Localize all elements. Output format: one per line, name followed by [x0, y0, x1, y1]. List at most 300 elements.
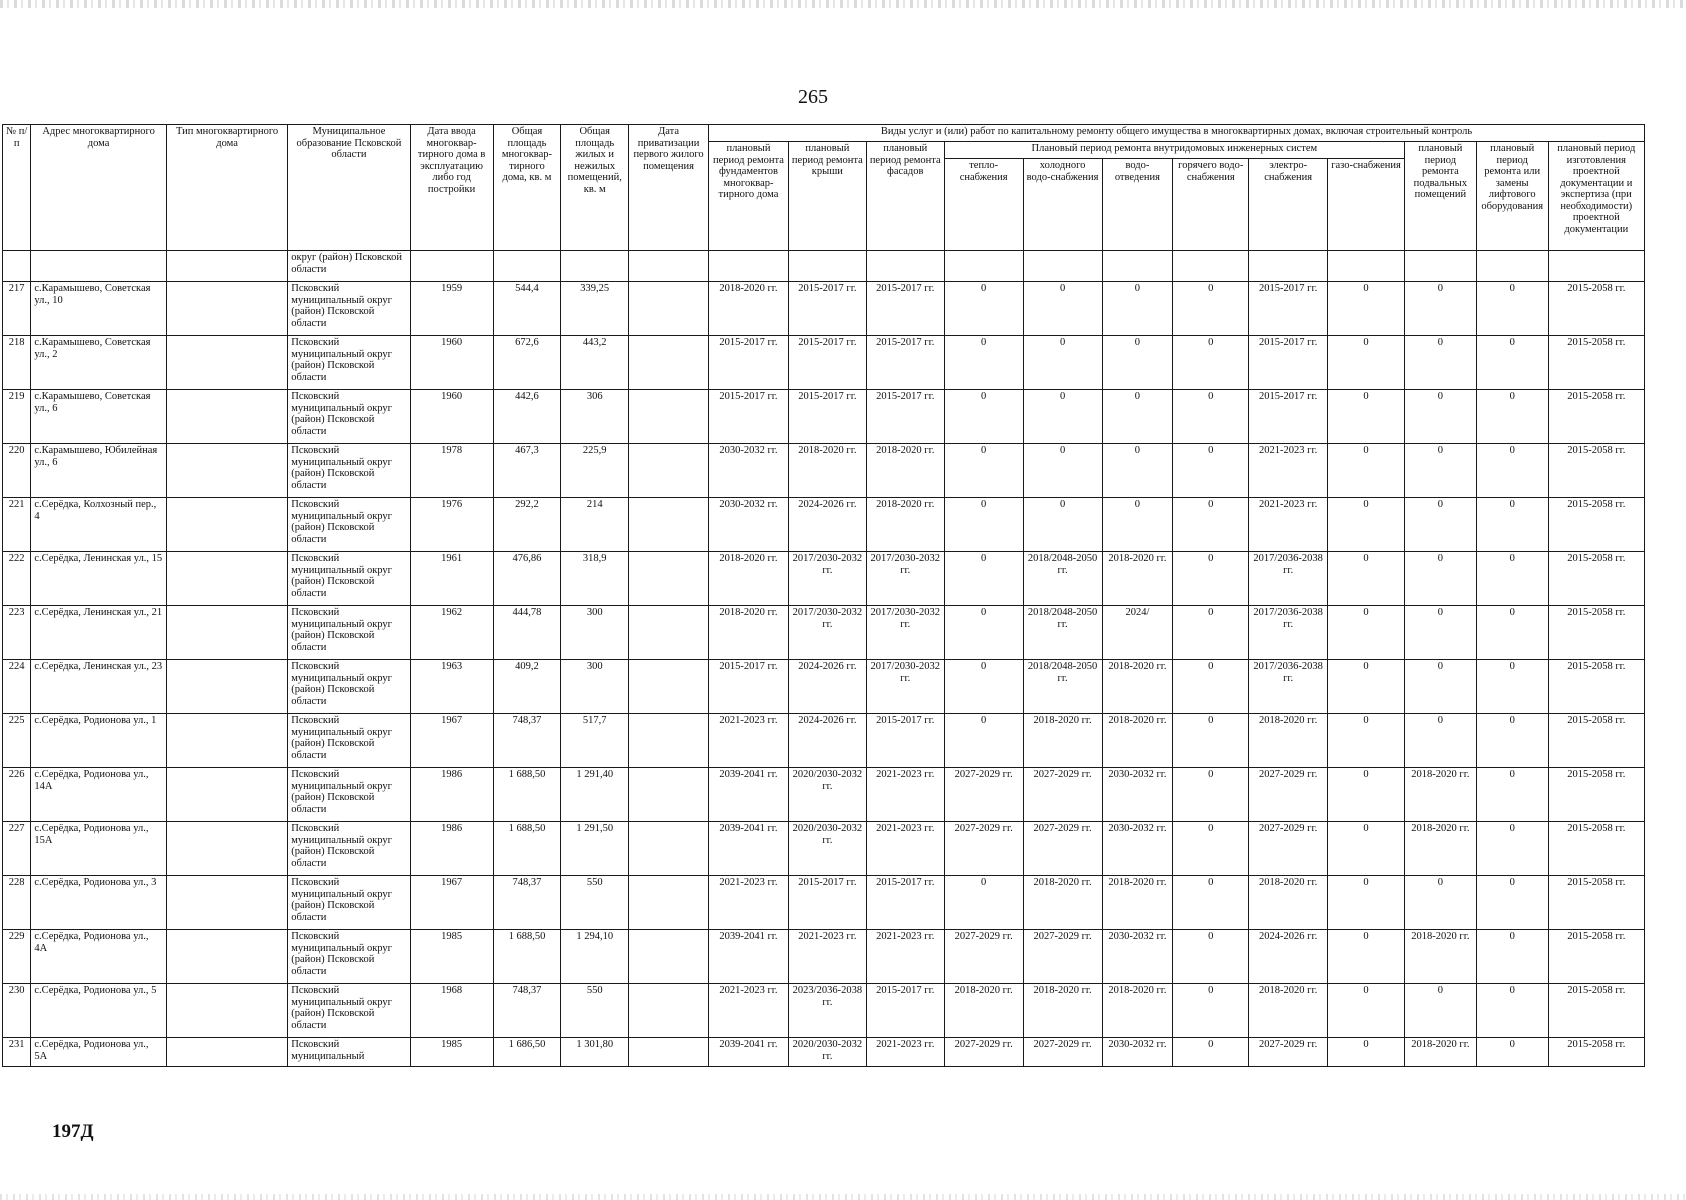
address-cell: с.Серёдка, Родионова ул., 5А	[31, 1038, 167, 1067]
design-cell: 2015-2058 гг.	[1548, 1038, 1644, 1067]
electric-cell: 2017/2036-2038 гг.	[1249, 552, 1328, 606]
roof-cell: 2023/2036-2038 гг.	[788, 984, 866, 1038]
header-total-area: Общая площадь многоквар-тирного дома, кв. м	[493, 125, 561, 251]
design-cell: 2015-2058 гг.	[1548, 768, 1644, 822]
privatization-cell	[629, 984, 709, 1038]
cell	[166, 251, 287, 282]
privatization-cell	[629, 1038, 709, 1067]
row-number-cell: 227	[3, 822, 31, 876]
electric-cell: 2027-2029 гг.	[1249, 768, 1328, 822]
cell	[1404, 251, 1476, 282]
cell	[1173, 251, 1249, 282]
privatization-cell	[629, 660, 709, 714]
roof-cell: 2024-2026 гг.	[788, 498, 866, 552]
header-municipality: Муниципальное образование Псковской области	[288, 125, 410, 251]
gas-cell: 0	[1328, 714, 1405, 768]
cell	[1476, 251, 1548, 282]
municipality-cell: Псковский муниципальный округ (район) Псковской области	[288, 876, 410, 930]
privatization-cell	[629, 444, 709, 498]
sewerage-cell: 2018-2020 гг.	[1102, 984, 1173, 1038]
header-foundation: плановый период ремонта фундаментов многоквар-тирного дома	[709, 142, 789, 251]
table-row	[3, 1038, 1645, 1067]
total-area-cell: 442,6	[493, 390, 561, 444]
table-row	[3, 498, 1645, 552]
heat-cell: 0	[944, 660, 1023, 714]
municipality-cell: Псковский муниципальный округ (район) Псковской области	[288, 552, 410, 606]
premises-area-cell: 1 301,80	[561, 1038, 629, 1067]
cold-water-cell: 2027-2029 гг.	[1023, 1038, 1102, 1067]
table-row	[3, 390, 1645, 444]
facade-cell: 2018-2020 гг.	[866, 444, 944, 498]
total-area-cell: 1 688,50	[493, 930, 561, 984]
premises-area-cell: 1 291,40	[561, 768, 629, 822]
facade-cell: 2015-2017 гг.	[866, 984, 944, 1038]
design-cell: 2015-2058 гг.	[1548, 876, 1644, 930]
cell	[1328, 251, 1405, 282]
premises-area-cell: 550	[561, 984, 629, 1038]
gas-cell: 0	[1328, 336, 1405, 390]
table-row	[3, 714, 1645, 768]
type-cell	[166, 390, 287, 444]
hot-water-cell: 0	[1173, 768, 1249, 822]
basement-cell: 0	[1404, 660, 1476, 714]
total-area-cell: 748,37	[493, 984, 561, 1038]
roof-cell: 2020/2030-2032 гг.	[788, 1038, 866, 1067]
cold-water-cell: 2027-2029 гг.	[1023, 930, 1102, 984]
address-cell: с.Карамышево, Советская ул., 10	[31, 282, 167, 336]
design-cell: 2015-2058 гг.	[1548, 714, 1644, 768]
cell	[709, 251, 789, 282]
roof-cell: 2017/2030-2032 гг.	[788, 552, 866, 606]
privatization-cell	[629, 336, 709, 390]
header-facade: плановый период ремонта фасадов	[866, 142, 944, 251]
header-electric: электро-снабжения	[1249, 159, 1328, 251]
privatization-cell	[629, 390, 709, 444]
address-cell: с.Серёдка, Ленинская ул., 23	[31, 660, 167, 714]
basement-cell: 0	[1404, 444, 1476, 498]
heat-cell: 0	[944, 876, 1023, 930]
municipality-cell: Псковский муниципальный округ (район) Псковской области	[288, 444, 410, 498]
electric-cell: 2015-2017 гг.	[1249, 282, 1328, 336]
gas-cell: 0	[1328, 282, 1405, 336]
facade-cell: 2017/2030-2032 гг.	[866, 552, 944, 606]
facade-cell: 2021-2023 гг.	[866, 768, 944, 822]
year-cell: 1985	[410, 930, 493, 984]
row-number-cell: 225	[3, 714, 31, 768]
year-cell: 1963	[410, 660, 493, 714]
continuation-row	[3, 251, 1645, 282]
elevator-cell: 0	[1476, 552, 1548, 606]
electric-cell: 2017/2036-2038 гг.	[1249, 606, 1328, 660]
municipality-cell: Псковский муниципальный округ (район) Псковской области	[288, 984, 410, 1038]
foundation-cell: 2015-2017 гг.	[709, 390, 789, 444]
gas-cell: 0	[1328, 606, 1405, 660]
foundation-cell: 2039-2041 гг.	[709, 822, 789, 876]
design-cell: 2015-2058 гг.	[1548, 930, 1644, 984]
header-design: плановый период изготовления проектной документации и экспертиза (при необходимости) проектной документации	[1548, 142, 1644, 251]
gas-cell: 0	[1328, 660, 1405, 714]
sewerage-cell: 0	[1102, 390, 1173, 444]
municipality-cell: Псковский муниципальный округ (район) Псковской области	[288, 930, 410, 984]
basement-cell: 0	[1404, 714, 1476, 768]
cold-water-cell: 2027-2029 гг.	[1023, 822, 1102, 876]
header-roof: плановый период ремонта крыши	[788, 142, 866, 251]
sewerage-cell: 0	[1102, 444, 1173, 498]
foundation-cell: 2030-2032 гг.	[709, 444, 789, 498]
address-cell: с.Серёдка, Родионова ул., 1	[31, 714, 167, 768]
address-cell: с.Серёдка, Колхозный пер., 4	[31, 498, 167, 552]
year-cell: 1978	[410, 444, 493, 498]
cell	[493, 251, 561, 282]
elevator-cell: 0	[1476, 1038, 1548, 1067]
privatization-cell	[629, 768, 709, 822]
header-heat: тепло-снабжения	[944, 159, 1023, 251]
type-cell	[166, 1038, 287, 1067]
municipality-cell: Псковский муниципальный округ (район) Псковской области	[288, 498, 410, 552]
foundation-cell: 2018-2020 гг.	[709, 606, 789, 660]
table-row	[3, 768, 1645, 822]
row-number-cell: 222	[3, 552, 31, 606]
year-cell: 1985	[410, 1038, 493, 1067]
premises-area-cell: 517,7	[561, 714, 629, 768]
premises-area-cell: 300	[561, 660, 629, 714]
table-body	[3, 251, 1645, 1067]
design-cell: 2015-2058 гг.	[1548, 444, 1644, 498]
row-number-cell: 224	[3, 660, 31, 714]
sewerage-cell: 2030-2032 гг.	[1102, 768, 1173, 822]
electric-cell: 2021-2023 гг.	[1249, 498, 1328, 552]
basement-cell: 2018-2020 гг.	[1404, 768, 1476, 822]
address-cell: с.Серёдка, Родионова ул., 4А	[31, 930, 167, 984]
electric-cell: 2015-2017 гг.	[1249, 336, 1328, 390]
hot-water-cell: 0	[1173, 660, 1249, 714]
hot-water-cell: 0	[1173, 876, 1249, 930]
page-number: 265	[798, 86, 828, 108]
row-number-cell: 230	[3, 984, 31, 1038]
heat-cell: 0	[944, 282, 1023, 336]
header-commission-date: Дата ввода многоквар-тирного дома в эксплуатацию либо год постройки	[410, 125, 493, 251]
row-number-cell: 219	[3, 390, 31, 444]
table-row	[3, 282, 1645, 336]
hot-water-cell: 0	[1173, 606, 1249, 660]
basement-cell: 0	[1404, 282, 1476, 336]
privatization-cell	[629, 282, 709, 336]
footer-code: 197Д	[52, 1121, 94, 1142]
premises-area-cell: 339,25	[561, 282, 629, 336]
gas-cell: 0	[1328, 498, 1405, 552]
cold-water-cell: 2027-2029 гг.	[1023, 768, 1102, 822]
municipality-cell: Псковский муниципальный округ (район) Псковской области	[288, 606, 410, 660]
roof-cell: 2024-2026 гг.	[788, 660, 866, 714]
elevator-cell: 0	[1476, 390, 1548, 444]
row-number-cell: 218	[3, 336, 31, 390]
gas-cell: 0	[1328, 984, 1405, 1038]
gas-cell: 0	[1328, 876, 1405, 930]
foundation-cell: 2018-2020 гг.	[709, 282, 789, 336]
foundation-cell: 2039-2041 гг.	[709, 1038, 789, 1067]
cell	[1102, 251, 1173, 282]
hot-water-cell: 0	[1173, 822, 1249, 876]
cold-water-cell: 2018/2048-2050 гг.	[1023, 660, 1102, 714]
hot-water-cell: 0	[1173, 714, 1249, 768]
total-area-cell: 467,3	[493, 444, 561, 498]
address-cell: с.Карамышево, Советская ул., 2	[31, 336, 167, 390]
elevator-cell: 0	[1476, 714, 1548, 768]
premises-area-cell: 1 291,50	[561, 822, 629, 876]
hot-water-cell: 0	[1173, 930, 1249, 984]
address-cell: с.Серёдка, Родионова ул., 15А	[31, 822, 167, 876]
row-number-cell: 221	[3, 498, 31, 552]
basement-cell: 0	[1404, 984, 1476, 1038]
foundation-cell: 2030-2032 гг.	[709, 498, 789, 552]
roof-cell: 2018-2020 гг.	[788, 444, 866, 498]
row-number-cell: 223	[3, 606, 31, 660]
year-cell: 1960	[410, 390, 493, 444]
roof-cell: 2020/2030-2032 гг.	[788, 768, 866, 822]
scan-edge-top	[0, 0, 1686, 8]
table-row	[3, 930, 1645, 984]
type-cell	[166, 606, 287, 660]
elevator-cell: 0	[1476, 336, 1548, 390]
electric-cell: 2021-2023 гг.	[1249, 444, 1328, 498]
address-cell: с.Серёдка, Ленинская ул., 15	[31, 552, 167, 606]
gas-cell: 0	[1328, 822, 1405, 876]
design-cell: 2015-2058 гг.	[1548, 282, 1644, 336]
table-row	[3, 822, 1645, 876]
roof-cell: 2024-2026 гг.	[788, 714, 866, 768]
foundation-cell: 2039-2041 гг.	[709, 930, 789, 984]
design-cell: 2015-2058 гг.	[1548, 984, 1644, 1038]
roof-cell: 2021-2023 гг.	[788, 930, 866, 984]
cell	[788, 251, 866, 282]
electric-cell: 2015-2017 гг.	[1249, 390, 1328, 444]
hot-water-cell: 0	[1173, 1038, 1249, 1067]
facade-cell: 2015-2017 гг.	[866, 282, 944, 336]
heat-cell: 0	[944, 336, 1023, 390]
municipality-cell: Псковский муниципальный округ (район) Псковской области	[288, 768, 410, 822]
row-number-cell: 220	[3, 444, 31, 498]
year-cell: 1967	[410, 876, 493, 930]
table-row	[3, 876, 1645, 930]
row-number-cell: 231	[3, 1038, 31, 1067]
cell	[31, 251, 167, 282]
table-row	[3, 336, 1645, 390]
privatization-cell	[629, 606, 709, 660]
address-cell: с.Карамышево, Советская ул., 6	[31, 390, 167, 444]
facade-cell: 2015-2017 гг.	[866, 390, 944, 444]
privatization-cell	[629, 876, 709, 930]
gas-cell: 0	[1328, 552, 1405, 606]
year-cell: 1961	[410, 552, 493, 606]
address-cell: с.Серёдка, Родионова ул., 3	[31, 876, 167, 930]
basement-cell: 0	[1404, 552, 1476, 606]
foundation-cell: 2015-2017 гг.	[709, 660, 789, 714]
design-cell: 2015-2058 гг.	[1548, 606, 1644, 660]
cold-water-cell: 0	[1023, 444, 1102, 498]
sewerage-cell: 2030-2032 гг.	[1102, 930, 1173, 984]
cell	[944, 251, 1023, 282]
heat-cell: 2027-2029 гг.	[944, 930, 1023, 984]
header-cold-water: холодного водо-снабжения	[1023, 159, 1102, 251]
total-area-cell: 1 686,50	[493, 1038, 561, 1067]
total-area-cell: 544,4	[493, 282, 561, 336]
cold-water-cell: 2018/2048-2050 гг.	[1023, 606, 1102, 660]
electric-cell: 2027-2029 гг.	[1249, 822, 1328, 876]
gas-cell: 0	[1328, 930, 1405, 984]
facade-cell: 2015-2017 гг.	[866, 714, 944, 768]
facade-cell: 2017/2030-2032 гг.	[866, 606, 944, 660]
municipality-cell: Псковский муниципальный округ (район) Псковской области	[288, 660, 410, 714]
sewerage-cell: 0	[1102, 336, 1173, 390]
elevator-cell: 0	[1476, 984, 1548, 1038]
premises-area-cell: 306	[561, 390, 629, 444]
header-hot-water: горячего водо-снабжения	[1173, 159, 1249, 251]
municipality-cell: Псковский муниципальный округ (район) Псковской области	[288, 822, 410, 876]
type-cell	[166, 876, 287, 930]
cold-water-cell: 0	[1023, 336, 1102, 390]
hot-water-cell: 0	[1173, 552, 1249, 606]
foundation-cell: 2021-2023 гг.	[709, 984, 789, 1038]
facade-cell: 2015-2017 гг.	[866, 876, 944, 930]
row-number-cell: 217	[3, 282, 31, 336]
total-area-cell: 672,6	[493, 336, 561, 390]
basement-cell: 0	[1404, 876, 1476, 930]
cell	[3, 251, 31, 282]
table-row	[3, 984, 1645, 1038]
electric-cell: 2018-2020 гг.	[1249, 876, 1328, 930]
total-area-cell: 748,37	[493, 876, 561, 930]
electric-cell: 2017/2036-2038 гг.	[1249, 660, 1328, 714]
privatization-cell	[629, 714, 709, 768]
premises-area-cell: 550	[561, 876, 629, 930]
roof-cell: 2017/2030-2032 гг.	[788, 606, 866, 660]
electric-cell: 2018-2020 гг.	[1249, 714, 1328, 768]
basement-cell: 2018-2020 гг.	[1404, 822, 1476, 876]
facade-cell: 2015-2017 гг.	[866, 336, 944, 390]
roof-cell: 2015-2017 гг.	[788, 336, 866, 390]
continuation-cell: округ (район) Псковской области	[288, 251, 410, 282]
elevator-cell: 0	[1476, 498, 1548, 552]
privatization-cell	[629, 552, 709, 606]
table-row	[3, 552, 1645, 606]
type-cell	[166, 498, 287, 552]
gas-cell: 0	[1328, 444, 1405, 498]
capital-repair-table	[2, 124, 1645, 1067]
hot-water-cell: 0	[1173, 444, 1249, 498]
cold-water-cell: 2018-2020 гг.	[1023, 714, 1102, 768]
year-cell: 1962	[410, 606, 493, 660]
total-area-cell: 444,78	[493, 606, 561, 660]
cell	[410, 251, 493, 282]
roof-cell: 2020/2030-2032 гг.	[788, 822, 866, 876]
header-basement: плановый период ремонта подвальных помещений	[1404, 142, 1476, 251]
heat-cell: 2027-2029 гг.	[944, 1038, 1023, 1067]
header-elevator: плановый период ремонта или замены лифтового оборудования	[1476, 142, 1548, 251]
electric-cell: 2024-2026 гг.	[1249, 930, 1328, 984]
sewerage-cell: 2018-2020 гг.	[1102, 714, 1173, 768]
foundation-cell: 2018-2020 гг.	[709, 552, 789, 606]
year-cell: 1959	[410, 282, 493, 336]
hot-water-cell: 0	[1173, 336, 1249, 390]
gas-cell: 0	[1328, 768, 1405, 822]
scan-edge-bottom	[0, 1194, 1686, 1200]
cold-water-cell: 2018/2048-2050 гг.	[1023, 552, 1102, 606]
heat-cell: 2027-2029 гг.	[944, 768, 1023, 822]
basement-cell: 2018-2020 гг.	[1404, 930, 1476, 984]
design-cell: 2015-2058 гг.	[1548, 498, 1644, 552]
foundation-cell: 2021-2023 гг.	[709, 876, 789, 930]
header-works-group: Виды услуг и (или) работ по капитальному ремонту общего имущества в многоквартирных домах, включая строительный контроль	[709, 125, 1645, 142]
heat-cell: 0	[944, 390, 1023, 444]
premises-area-cell: 300	[561, 606, 629, 660]
total-area-cell: 1 688,50	[493, 768, 561, 822]
total-area-cell: 476,86	[493, 552, 561, 606]
cell	[561, 251, 629, 282]
basement-cell: 0	[1404, 498, 1476, 552]
elevator-cell: 0	[1476, 822, 1548, 876]
type-cell	[166, 984, 287, 1038]
address-cell: с.Серёдка, Родионова ул., 5	[31, 984, 167, 1038]
address-cell: с.Серёдка, Ленинская ул., 21	[31, 606, 167, 660]
heat-cell: 0	[944, 606, 1023, 660]
header-premises-area: Общая площадь жилых и нежилых помещений, кв. м	[561, 125, 629, 251]
premises-area-cell: 214	[561, 498, 629, 552]
facade-cell: 2021-2023 гг.	[866, 930, 944, 984]
type-cell	[166, 552, 287, 606]
table-row	[3, 660, 1645, 714]
address-cell: с.Карамышево, Юбилейная ул., 6	[31, 444, 167, 498]
year-cell: 1968	[410, 984, 493, 1038]
header-sewerage: водо-отведения	[1102, 159, 1173, 251]
facade-cell: 2017/2030-2032 гг.	[866, 660, 944, 714]
cold-water-cell: 0	[1023, 282, 1102, 336]
type-cell	[166, 822, 287, 876]
premises-area-cell: 225,9	[561, 444, 629, 498]
table-row	[3, 444, 1645, 498]
premises-area-cell: 1 294,10	[561, 930, 629, 984]
hot-water-cell: 0	[1173, 498, 1249, 552]
municipality-cell: Псковский муниципальный округ (район) Псковской области	[288, 336, 410, 390]
header-num: № п/п	[3, 125, 31, 251]
row-number-cell: 226	[3, 768, 31, 822]
gas-cell: 0	[1328, 1038, 1405, 1067]
gas-cell: 0	[1328, 390, 1405, 444]
type-cell	[166, 930, 287, 984]
basement-cell: 0	[1404, 336, 1476, 390]
elevator-cell: 0	[1476, 444, 1548, 498]
hot-water-cell: 0	[1173, 984, 1249, 1038]
type-cell	[166, 336, 287, 390]
cell	[1548, 251, 1644, 282]
year-cell: 1967	[410, 714, 493, 768]
privatization-cell	[629, 930, 709, 984]
type-cell	[166, 444, 287, 498]
design-cell: 2015-2058 гг.	[1548, 390, 1644, 444]
sewerage-cell: 2018-2020 гг.	[1102, 876, 1173, 930]
total-area-cell: 409,2	[493, 660, 561, 714]
total-area-cell: 748,37	[493, 714, 561, 768]
elevator-cell: 0	[1476, 930, 1548, 984]
municipality-cell: Псковский муниципальный	[288, 1038, 410, 1067]
heat-cell: 0	[944, 444, 1023, 498]
privatization-cell	[629, 822, 709, 876]
roof-cell: 2015-2017 гг.	[788, 390, 866, 444]
row-number-cell: 228	[3, 876, 31, 930]
heat-cell: 0	[944, 714, 1023, 768]
cold-water-cell: 2018-2020 гг.	[1023, 876, 1102, 930]
municipality-cell: Псковский муниципальный округ (район) Псковской области	[288, 282, 410, 336]
total-area-cell: 1 688,50	[493, 822, 561, 876]
